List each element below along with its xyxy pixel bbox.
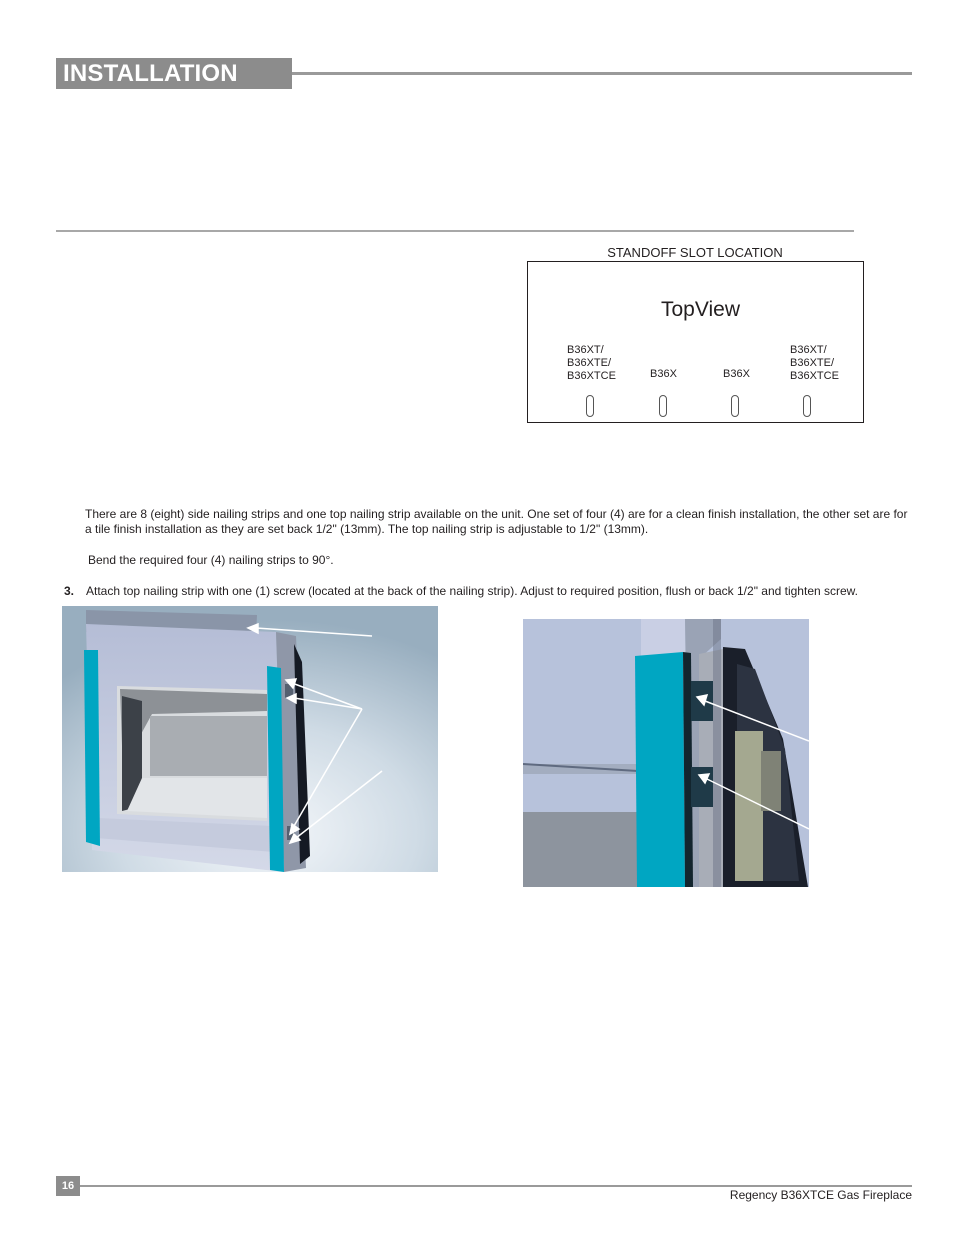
model-label-right-outer: B36XT/ B36XTE/ B36XTCE (790, 344, 839, 382)
footer-rule (80, 1185, 912, 1187)
bend-strips-paragraph: Bend the required four (4) nailing strips to 90°. (88, 553, 334, 567)
standoff-diagram (527, 261, 864, 423)
step-number: 3. (64, 584, 75, 598)
standoff-diagram-title: STANDOFF SLOT LOCATION (607, 245, 783, 260)
fireplace-overview-figure (62, 606, 438, 872)
section-title: INSTALLATION (56, 58, 292, 89)
section-divider (56, 230, 854, 232)
standoff-slot (803, 395, 811, 417)
footer-product-name: Regency B36XTCE Gas Fireplace (729, 1188, 912, 1202)
model-label-left-inner: B36X (650, 368, 677, 380)
nailing-strip-paragraph: There are 8 (eight) side nailing strips and one top nailing strip available on the unit. One set of four (4) are for a clean finish installation, the other set are for a tile finish installation as they are set back 1/2" (13mm). The top nailing strip is adjustable to 1/2" (13mm). (85, 507, 908, 536)
top-view-label: TopView (661, 298, 740, 321)
standoff-slot (659, 395, 667, 417)
header-rule (292, 72, 912, 75)
nailing-strip-closeup-figure (523, 619, 809, 887)
standoff-slot (731, 395, 739, 417)
step-3-text: Attach top nailing strip with one (1) screw (located at the back of the nailing strip). Adjust to required position, flush or back 1/2" and tighten screw. (86, 584, 859, 598)
model-label-right-inner: B36X (723, 368, 750, 380)
model-label-left-outer: B36XT/ B36XTE/ B36XTCE (567, 344, 616, 382)
page-number: 16 (56, 1176, 80, 1196)
standoff-slot (586, 395, 594, 417)
